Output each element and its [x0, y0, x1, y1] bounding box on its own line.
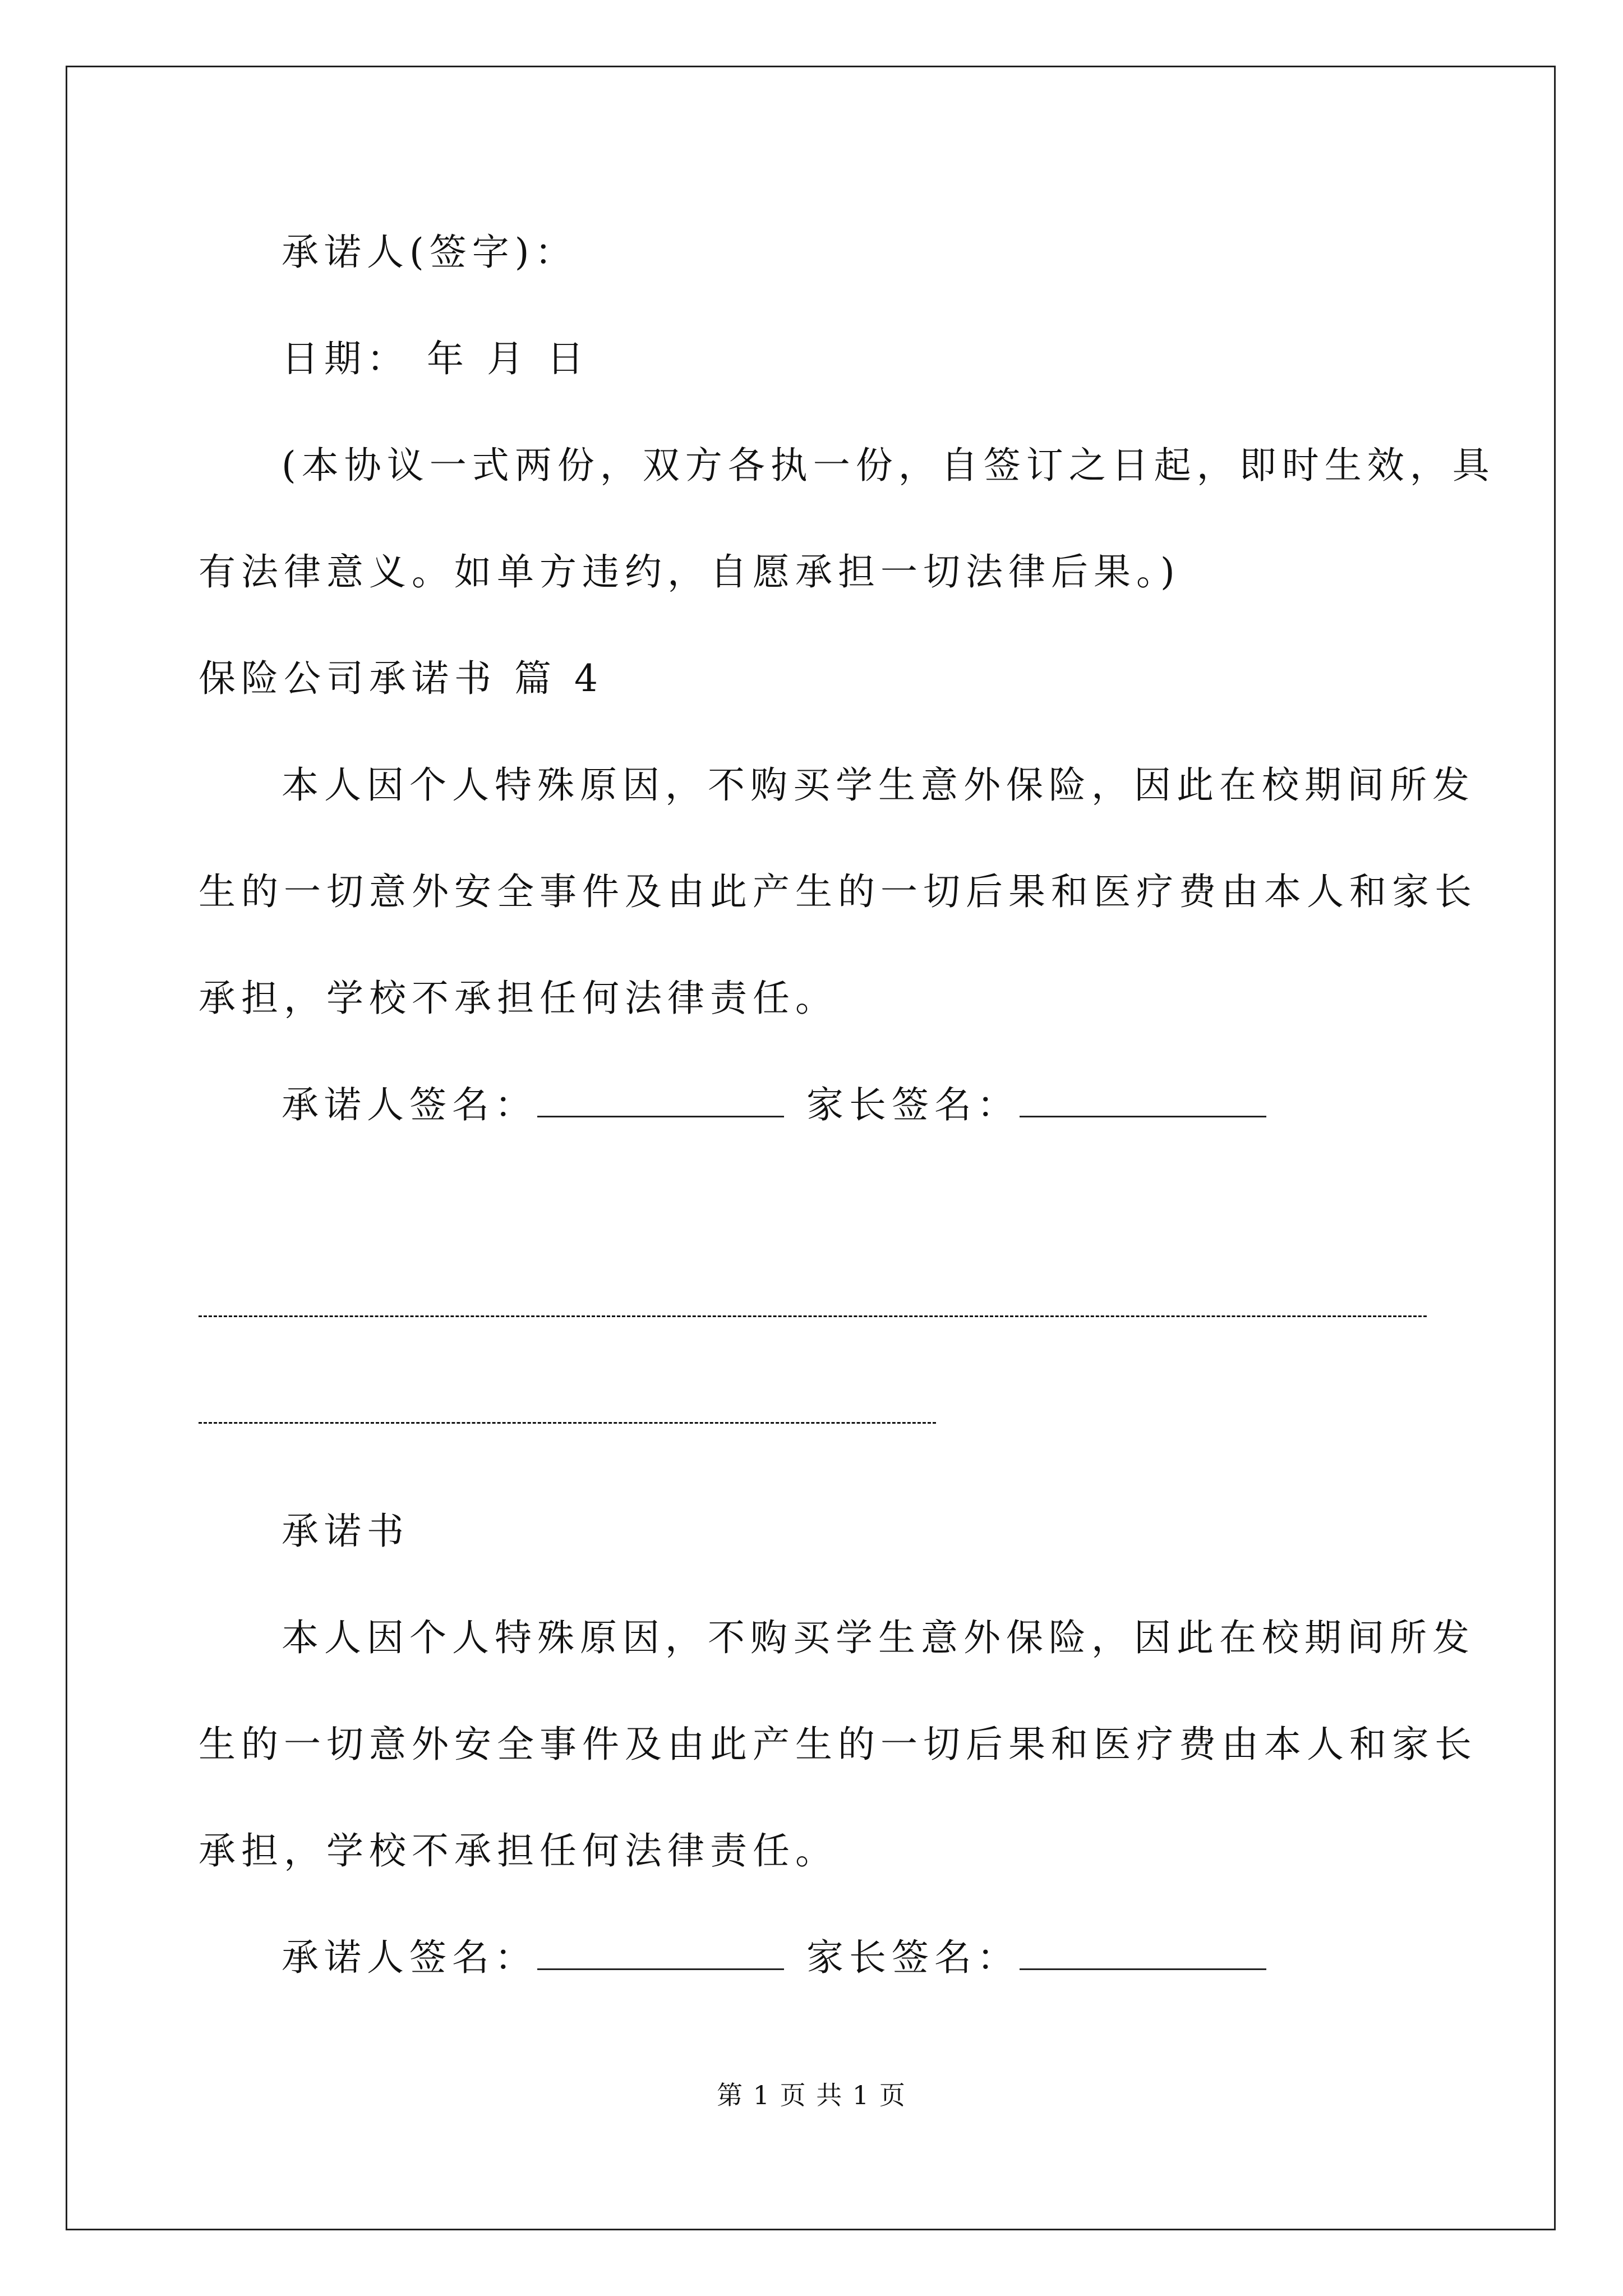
parent-blank [1020, 1083, 1266, 1117]
section-one-signature-row [282, 1080, 1266, 1130]
section-two-body-line-2: 生的一切意外安全事件及由此产生的一切后果和医疗费由本人和家长 [199, 1723, 1477, 1766]
section-one-body-line-1: 本人因个人特殊原因，不购买学生意外保险，因此在校期间所发 [282, 763, 1475, 807]
section-one-body-line-2: 生的一切意外安全事件及由此产生的一切后果和医疗费由本人和家长 [199, 870, 1477, 913]
page-footer: 第 1 页 共 1 页 [717, 2080, 906, 2110]
agreement-note-line-1: (本协议一式两份，双方各执一份，自签订之日起，即时生效，具 [282, 444, 1495, 487]
section-two-body-line-3: 承担，学校不承担任何法律责任。 [199, 1829, 838, 1872]
separator-dashed-line-2 [199, 1422, 936, 1424]
parent-label: 家长签名： [806, 1083, 1020, 1126]
section-two-body-line-1: 本人因个人特殊原因，不购买学生意外保险，因此在校期间所发 [282, 1616, 1475, 1659]
section-two-title: 承诺书 [282, 1510, 409, 1553]
section-one-body-line-3: 承担，学校不承担任何法律责任。 [199, 977, 838, 1020]
agreement-note-line-2: 有法律意义。如单方违约，自愿承担一切法律后果。) [199, 550, 1181, 593]
signer-blank [537, 1083, 784, 1117]
page-border [66, 66, 1556, 2230]
signer-label: 承诺人签名： [282, 1083, 537, 1126]
parent-label: 家长签名： [806, 1936, 1020, 1979]
parent-blank [1020, 1936, 1266, 1970]
section-heading: 保险公司承诺书 篇 4 [199, 657, 603, 700]
signer-label: 承诺人签名： [282, 1936, 537, 1979]
section-two-signature-row [282, 1932, 1266, 1983]
promisor-signature-line: 承诺人(签字)： [282, 231, 578, 274]
separator-dashed-line-1 [199, 1315, 1427, 1317]
date-line: 日期： 年 月 日 [282, 337, 589, 380]
signer-blank [537, 1936, 784, 1970]
